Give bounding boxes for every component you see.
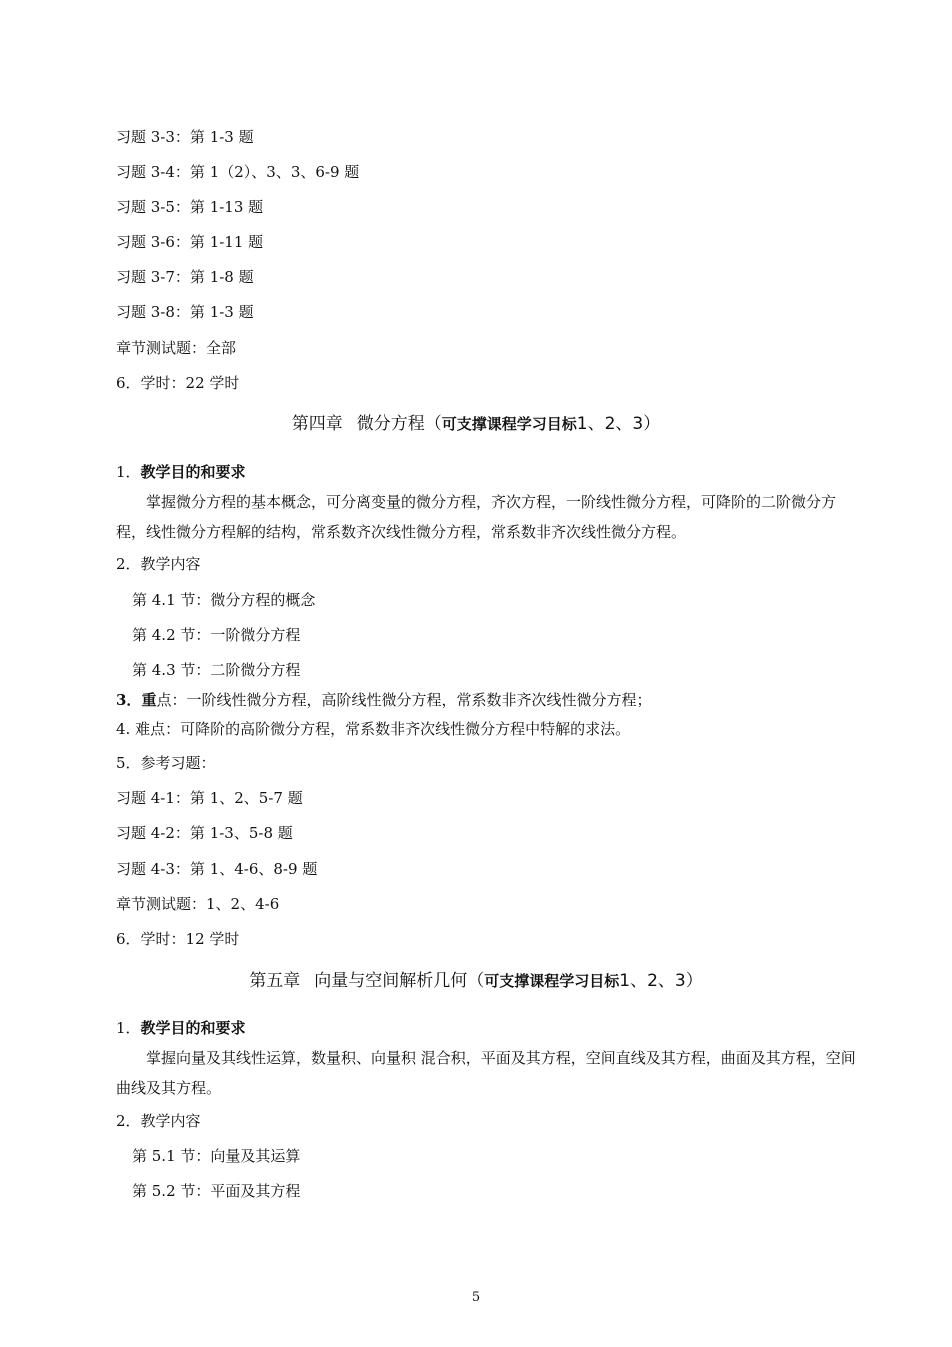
reference-heading: 5．参考习题：: [116, 754, 216, 772]
chapter5-number: 第五章: [249, 971, 301, 991]
chapter5-title: 向量与空间解析几何（: [314, 971, 485, 991]
exercise-line: 习题 3-5：第 1-13 题: [116, 198, 264, 216]
hours-line: 6．学时：12 学时: [116, 930, 240, 948]
goal-paragraph: 掌握微分方程的基本概念，可分离变量的微分方程，齐次方程，一阶线性微分方程，可降阶的二阶微分方程，线性微分方程解的结构，常系数齐次线性微分方程，常系数非齐次线性微分方程。: [116, 493, 837, 541]
section-item: 第 5.1 节：向量及其运算: [132, 1147, 301, 1165]
exercise-line: 习题 3-4：第 1（2）、3、3、6-9 题: [116, 163, 360, 181]
exercise-line: 习题 3-3：第 1-3 题: [116, 128, 254, 146]
exercise-line: 习题 4-2：第 1-3、5-8 题: [116, 824, 293, 842]
hours-line: 6．学时：22 学时: [116, 374, 240, 392]
key-label: 重: [141, 691, 157, 709]
section-item: 第 5.2 节：平面及其方程: [132, 1182, 301, 1200]
goal-paragraph: 掌握向量及其线性运算，数量积、向量积 混合积，平面及其方程，空间直线及其方程，曲面及其方程，空间曲线及其方程。: [116, 1049, 856, 1097]
goal-label: 教学目的和要求: [140, 463, 246, 481]
exercise-line: 习题 3-8：第 1-3 题: [116, 303, 254, 321]
exercise-line: 习题 3-6：第 1-11 题: [116, 233, 264, 251]
chapter4-heading: [0, 413, 952, 435]
goal-label: 教学目的和要求: [140, 1019, 246, 1037]
section-item: 第 4.2 节：一阶微分方程: [132, 626, 301, 644]
key-points-line: [116, 690, 651, 710]
chapter5-subtitle: 可支撑课程学习目标: [484, 972, 620, 990]
chapter4-number: 第四章: [291, 414, 343, 434]
chapter-test-line: 章节测试题：1、2、4-6: [116, 895, 280, 913]
goal-number: 1．: [116, 463, 141, 481]
chapter5-heading: [0, 970, 952, 992]
chapter-test-line: 章节测试题：全部: [116, 339, 237, 357]
chapter5-targets: 1、2、3）: [619, 971, 703, 991]
difficulty-line: 4. 难点：可降阶的高阶微分方程，常系数非齐次线性微分方程中特解的求法。: [116, 720, 631, 738]
chapter4-title: 微分方程（: [356, 414, 442, 434]
key-text: 点：一阶线性微分方程，高阶线性微分方程，常系数非齐次线性微分方程；: [156, 691, 652, 709]
section-item: 第 4.1 节：微分方程的概念: [132, 591, 316, 609]
key-number: 3．: [116, 691, 142, 709]
goal-heading: [116, 462, 246, 482]
section-item: 第 4.3 节：二阶微分方程: [132, 661, 301, 679]
page-number: 5: [471, 1290, 481, 1305]
goal-number: 1．: [116, 1019, 141, 1037]
chapter4-targets: 1、2、3）: [576, 414, 661, 434]
goal-heading: [116, 1018, 246, 1038]
content-heading: 2．教学内容: [116, 1112, 201, 1130]
chapter4-subtitle: 可支撑课程学习目标: [441, 415, 577, 433]
exercise-line: 习题 4-1：第 1、2、5-7 题: [116, 789, 303, 807]
content-heading: 2．教学内容: [116, 555, 201, 573]
exercise-line: 习题 4-3：第 1、4-6、8-9 题: [116, 860, 318, 878]
exercise-line: 习题 3-7：第 1-8 题: [116, 268, 254, 286]
